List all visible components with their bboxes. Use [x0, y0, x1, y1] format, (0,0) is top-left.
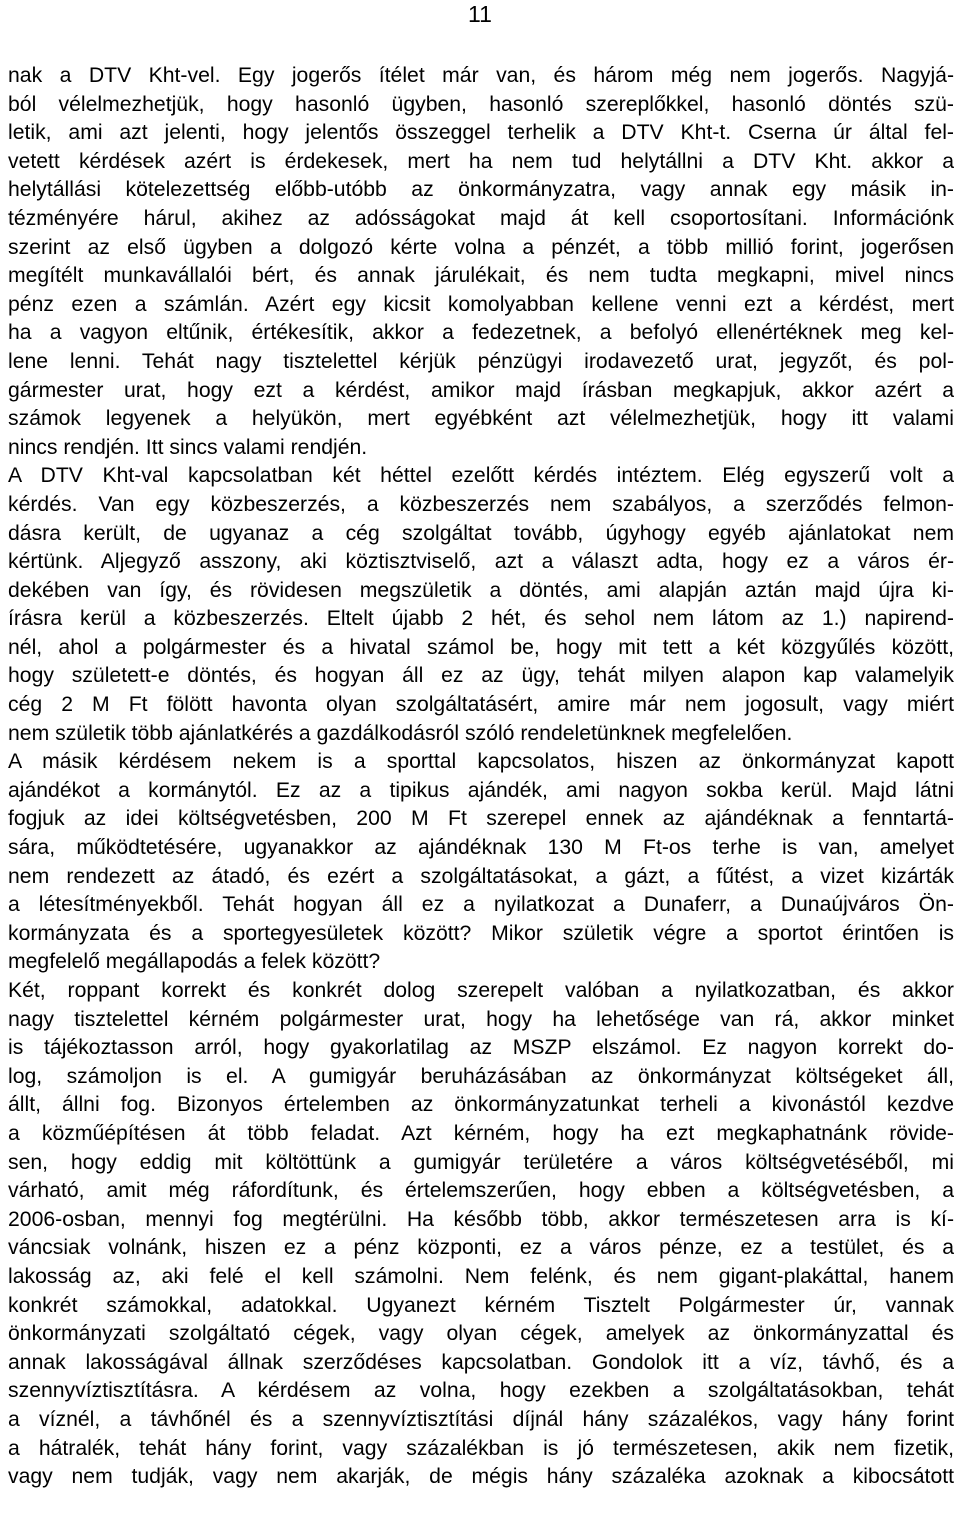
text-line: megfelelő megállapodás a felek között? — [8, 950, 381, 974]
text-line: letik, ami azt jelenti, hogy jelentős összeggel terhelik a DTV Kht-t. Cserna úr által fel- — [8, 121, 954, 145]
text-line: ha a vagyon eltűnik, értékesítik, akkor a fedezetnek, a befolyó ellenértéknek meg kel- — [8, 321, 954, 345]
text-line: helytállási kötelezettség előbb-utóbb az önkormányzatra, vagy annak egy másik in- — [8, 178, 954, 202]
text-line: konkrét számokkal, adatokkal. Ugyanezt kérném Tisztelt Polgármester úr, vannak — [8, 1293, 954, 1317]
body-text — [8, 62, 954, 1492]
text-line: ajándékot a kormánytól. Ez az a tipikus ajándék, ami nagyon sokba kerül. Majd látni — [8, 778, 954, 802]
text-line: kértünk. Aljegyző asszony, aki köztisztviselő, azt a választ adta, hogy ez a város ér- — [8, 550, 954, 574]
text-line: állt, állni fog. Bizonyos értelemben az önkormányzatunkat terheli a kivonástól kezdve — [8, 1093, 954, 1117]
text-line: annak lakosságával állnak szerződéses kapcsolatban. Gondolok itt a víz, távhő, és a — [8, 1350, 954, 1374]
text-line: kormányzata és a sportegyesületek között? Mikor születik végre a sportot érintően is — [8, 921, 954, 945]
text-line: nagy tisztelettel kérném polgármester urat, hogy ha lehetősége van rá, akkor minket — [8, 1007, 954, 1031]
text-line: nak a DTV Kht-vel. Egy jogerős ítélet már van, és három még nem jogerős. Nagyjá- — [8, 64, 954, 87]
text-line: dekében van így, és rövidesen megszületik a döntés, ami alapján aztán majd újra ki- — [8, 578, 954, 602]
text-line: írásra kerül a közbeszerzés. Eltelt újabb 2 hét, és sehol nem látom az 1.) napirend- — [8, 607, 954, 631]
text-line: a közműépítésen át több feladat. Azt kérném, hogy ha ezt megkaphatnánk rövide- — [8, 1121, 954, 1145]
text-line: szennyvíztisztításra. A kérdésem az volna, hogy ezekben a szolgáltatásokban, tehát — [8, 1379, 954, 1403]
text-line: a víznél, a távhőnél és a szennyvíztisztítási díjnál hány százalékos, vagy hány forint — [8, 1407, 954, 1431]
text-line: vetett kérdések azért is érdekesek, mert ha nem tud helytállni a DTV Kht. akkor a — [8, 149, 954, 173]
text-line: vagy nem tudják, vagy nem akarják, de mégis hány százaléka azoknak a kibocsátott — [8, 1465, 954, 1489]
text-line: a létesítményekből. Tehát hogyan áll ez a nyilatkozat a Dunaferr, a Dunaújváros Ön- — [8, 893, 954, 917]
text-line: megítélt munkavállalói bért, és annak járulékait, és nem tudta megkapni, mivel nincs — [8, 264, 954, 288]
text-line: cég 2 M Ft fölött havonta olyan szolgáltatásért, amire már nem jogosult, vagy miért — [8, 693, 954, 717]
text-line: számok legyenek a helyükön, mert egyébként azt vélelmezhetjük, hogy itt valami — [8, 407, 954, 431]
text-line: várható, amit még ráfordítunk, és értelemszerűen, hogy ebben a költségvetésben, a — [8, 1179, 954, 1203]
page-number: 11 — [468, 1, 492, 27]
text-line: kérdés. Van egy közbeszerzés, a közbeszerzés nem szabályos, a szerződés felmon- — [8, 492, 954, 516]
text-line: a hátralék, tehát hány forint, vagy százalékban is jó természetesen, akik nem fizetik, — [8, 1436, 954, 1460]
text-line: lene lenni. Tehát nagy tisztelettel kérjük pénzügyi irodavezető urat, jegyzőt, és pol- — [8, 349, 954, 373]
text-line: tézményére hárul, akihez az adósságokat majd át kell csoportosítani. Információnk — [8, 206, 954, 230]
text-line: váncsiak volnánk, hiszen ez a pénz központi, ez a város pénze, ez a testület, és a — [8, 1236, 954, 1260]
text-line: lakosság az, aki felé el kell számolni. Nem felénk, és nem gigant-plakáttal, hanem — [8, 1264, 954, 1288]
text-line: gármester urat, hogy ezt a kérdést, amikor majd írásban megkapjuk, akkor azért a — [8, 378, 954, 402]
text-line: dásra került, de ugyanaz a cég szolgáltat tovább, úgyhogy egyéb ajánlatokat nem — [8, 521, 954, 545]
text-line: A DTV Kht-val kapcsolatban két héttel ezelőtt kérdés intéztem. Elég egyszerű volt a — [8, 464, 954, 488]
text-line: szerint az első ügyben a dolgozó kérte volna a pénzét, a több millió forint, jogerősen — [8, 235, 954, 259]
text-line: Két, roppant korrekt és konkrét dolog szerepelt valóban a nyilatkozatban, és akkor — [8, 979, 954, 1002]
text-line: önkormányzati szolgáltató cégek, vagy olyan cégek, amelyek az önkormányzattal és — [8, 1322, 954, 1346]
text-line: nél, ahol a polgármester és a hivatal számol be, hogy mit tett a két közgyűlés között, — [8, 635, 954, 659]
text-line: 2006-osban, mennyi fog megtérülni. Ha később több, akkor természetesen arra is kí- — [8, 1207, 954, 1231]
text-line: pénz ezen a számlán. Azért egy kicsit komolyabban kellene venni ezt a kérdést, mert — [8, 292, 954, 316]
text-line: nem születik több ajánlatkérés a gazdálkodásról szóló rendeletünknek megfelelően. — [8, 721, 793, 745]
text-line: sára, működtetésére, ugyanakkor az ajándéknak 130 M Ft-os terhe is van, amelyet — [8, 836, 954, 860]
text-line: is tájékoztasson arról, hogy gyakorlatilag az MSZP elszámol. Ez nagyon korrekt do- — [8, 1036, 954, 1060]
text-line: fogjuk az idei költségvetésben, 200 M Ft szerepel ennek az ajándéknak a fenntartá- — [8, 807, 954, 831]
text-line: nincs rendjén. Itt sincs valami rendjén. — [8, 435, 368, 459]
text-line: log, számoljon is el. A gumigyár beruházásában az önkormányzat költségeket áll, — [8, 1064, 954, 1088]
text-line: sen, hogy eddig mit költöttünk a gumigyár területére a város költségvetéséből, mi — [8, 1150, 954, 1174]
text-line: A másik kérdésem nekem is a sporttal kapcsolatos, hiszen az önkormányzat kapott — [8, 750, 954, 774]
text-line: nem rendezett az átadó, és ezért a szolgáltatásokat, a gázt, a fűtést, a vizet kizárták — [8, 864, 954, 888]
text-line: hogy született-e döntés, és hogyan áll ez az ügy, tehát milyen alapon kap valamelyik — [8, 664, 954, 688]
text-line: ból vélelmezhetjük, hogy hasonló ügyben, hasonló szereplőkkel, hasonló döntés szü- — [8, 92, 954, 116]
